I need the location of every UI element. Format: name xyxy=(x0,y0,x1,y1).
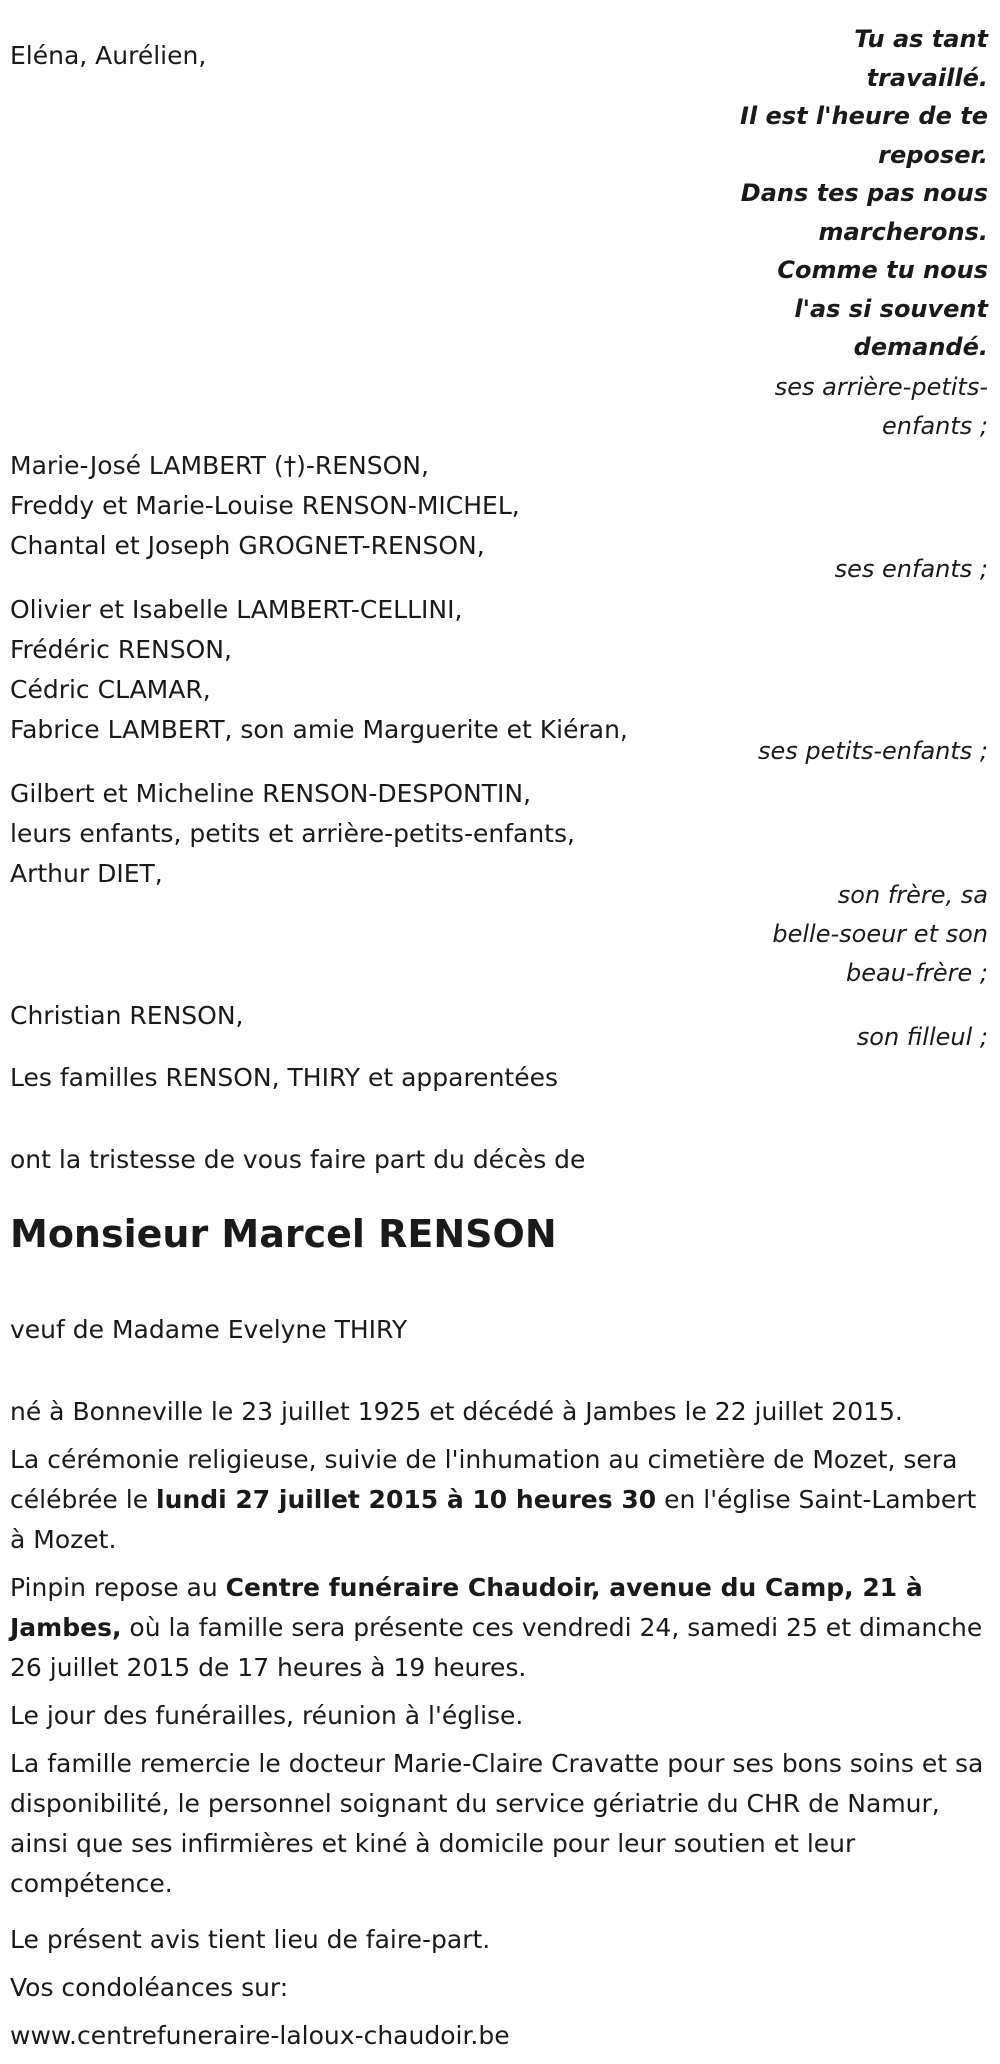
poem-line: travaillé. xyxy=(866,63,988,92)
relation-children: ses enfants ; xyxy=(834,555,988,583)
poem-line: Tu as tant xyxy=(854,25,988,53)
siblings-names: Gilbert et Micheline RENSON-DESPONTIN, leurs enfants, petits et arrière-petits-enfants, Arthur DIET, xyxy=(10,779,575,888)
families-line: Les familles RENSON, THIRY et apparentées xyxy=(10,1063,558,1092)
deceased-name: Monsieur Marcel RENSON xyxy=(10,1212,557,1256)
relation-godson: son filleul ; xyxy=(856,1023,988,1051)
birth-death: né à Bonneville le 23 juillet 1925 et décédé à Jambes le 22 juillet 2015. xyxy=(10,1397,903,1426)
relation-great-grandchildren: ses arrière-petits- enfants ; xyxy=(774,373,988,440)
poem-line: Dans tes pas nous xyxy=(740,179,988,207)
widower-of: veuf de Madame Evelyne THIRY xyxy=(10,1315,408,1344)
poem-line: Il est l'heure de te xyxy=(740,102,988,130)
poem-line: Comme tu nous xyxy=(777,256,988,284)
godson-name: Christian RENSON, xyxy=(10,1001,244,1030)
grandchildren-names: Olivier et Isabelle LAMBERT-CELLINI, Frédéric RENSON, Cédric CLAMAR, Fabrice LAMBERT, son amie Marguerite et Kiéran, xyxy=(10,595,628,744)
great-grandchildren-names: Eléna, Aurélien, xyxy=(10,41,207,70)
website-link[interactable]: www.centrefuneraire-laloux-chaudoir.be xyxy=(10,2021,510,2050)
poem-line: demandé. xyxy=(853,333,988,361)
ceremony-date: lundi 27 juillet 2015 à 10 heures 30 xyxy=(156,1485,657,1514)
funeral-center: Centre funéraire Chaudoir, avenue du Camp, 21 à Jambes, xyxy=(10,1573,923,1642)
relation-grandchildren: ses petits-enfants ; xyxy=(757,737,988,765)
thanks-paragraph: La famille remercie le docteur Marie-Claire Cravatte pour ses bons soins et sa disponibilité, le personnel soignant du service gériatrie du CHR de Namur, ainsi que ses infirmières et kiné à domicile pour leur soutien et leur compétence. xyxy=(10,1749,984,1898)
poem-line: marcherons. xyxy=(818,217,988,246)
notice: Le présent avis tient lieu de faire-part. xyxy=(10,1925,491,1954)
announcement: ont la tristesse de vous faire part du décès de xyxy=(10,1145,586,1174)
poem-line: l'as si souvent xyxy=(794,294,988,323)
ceremony-paragraph: La cérémonie religieuse, suivie de l'inhumation au cimetière de Mozet, sera célébrée le lundi 27 juillet 2015 à 10 heures 30 en l'église Saint-Lambert à Mozet. xyxy=(10,1445,977,1554)
poem xyxy=(688,20,988,367)
rest-paragraph: Pinpin repose au Centre funéraire Chaudoir, avenue du Camp, 21 à Jambes, où la famille sera présente ces vendredi 24, samedi 25 et dimanche 26 juillet 2015 de 17 heures à 19 heures. xyxy=(10,1573,983,1682)
condolences-label: Vos condoléances sur: xyxy=(10,1973,289,2002)
funeral-day: Le jour des funérailles, réunion à l'église. xyxy=(10,1701,524,1730)
poem-line: reposer. xyxy=(878,140,988,169)
relation-siblings: son frère, sa belle-soeur et son beau-frère ; xyxy=(772,881,988,987)
children-names: Marie-José LAMBERT (†)-RENSON, Freddy et Marie-Louise RENSON-MICHEL, Chantal et Joseph GROGNET-RENSON, xyxy=(10,451,520,560)
